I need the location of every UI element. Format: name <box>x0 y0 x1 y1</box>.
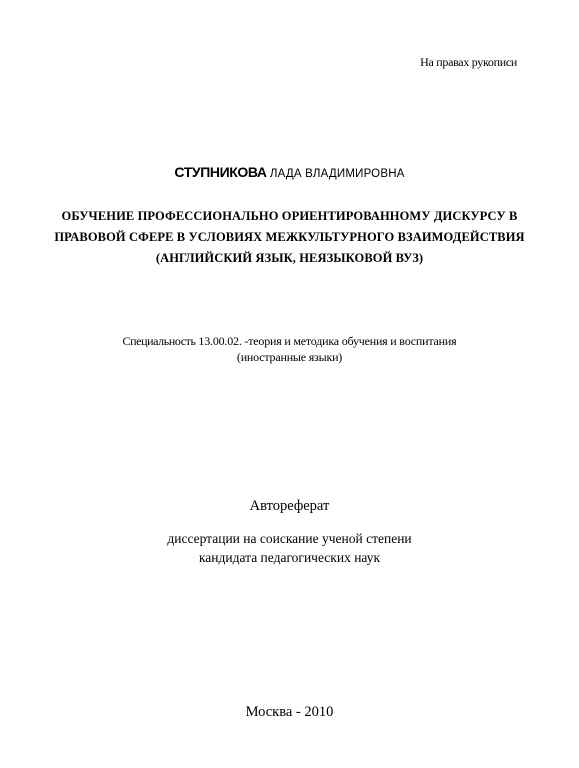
specialty-text: 13.00.02. -теория и методика обучения и воспитания <box>198 334 457 348</box>
title-line: ПРАВОВОЙ СФЕРЕ В УСЛОВИЯХ МЕЖКУЛЬТУРНОГО ВЗАИМОДЕЙСТВИЯ <box>54 230 525 244</box>
city-year: Москва - 2010 <box>245 704 334 720</box>
rights-notice: На правах рукописи <box>420 55 517 69</box>
title-line: (АНГЛИЙСКИЙ ЯЗЫК, НЕЯЗЫКОВОЙ ВУЗ) <box>155 251 424 265</box>
specialty-subtext: (иностранные языки) <box>236 350 343 364</box>
specialty-line <box>0 333 579 349</box>
specialty-label: Специальность <box>122 334 196 348</box>
dissertation-title <box>0 206 579 269</box>
document-type: Автореферат <box>249 498 330 514</box>
degree-statement <box>0 529 579 567</box>
title-line: ОБУЧЕНИЕ ПРОФЕССИОНАЛЬНО ОРИЕНТИРОВАННОМУ ДИСКУРСУ В <box>61 209 518 223</box>
degree-line-2: кандидата педагогических наук <box>198 550 381 565</box>
specialty-block <box>0 333 579 365</box>
author-name <box>0 164 579 181</box>
author-given-names: ЛАДА ВЛАДИМИРОВНА <box>269 168 405 180</box>
degree-line-1: диссертации на соискание ученой степени <box>167 531 412 546</box>
author-surname: СТУПНИКОВА <box>174 164 267 180</box>
